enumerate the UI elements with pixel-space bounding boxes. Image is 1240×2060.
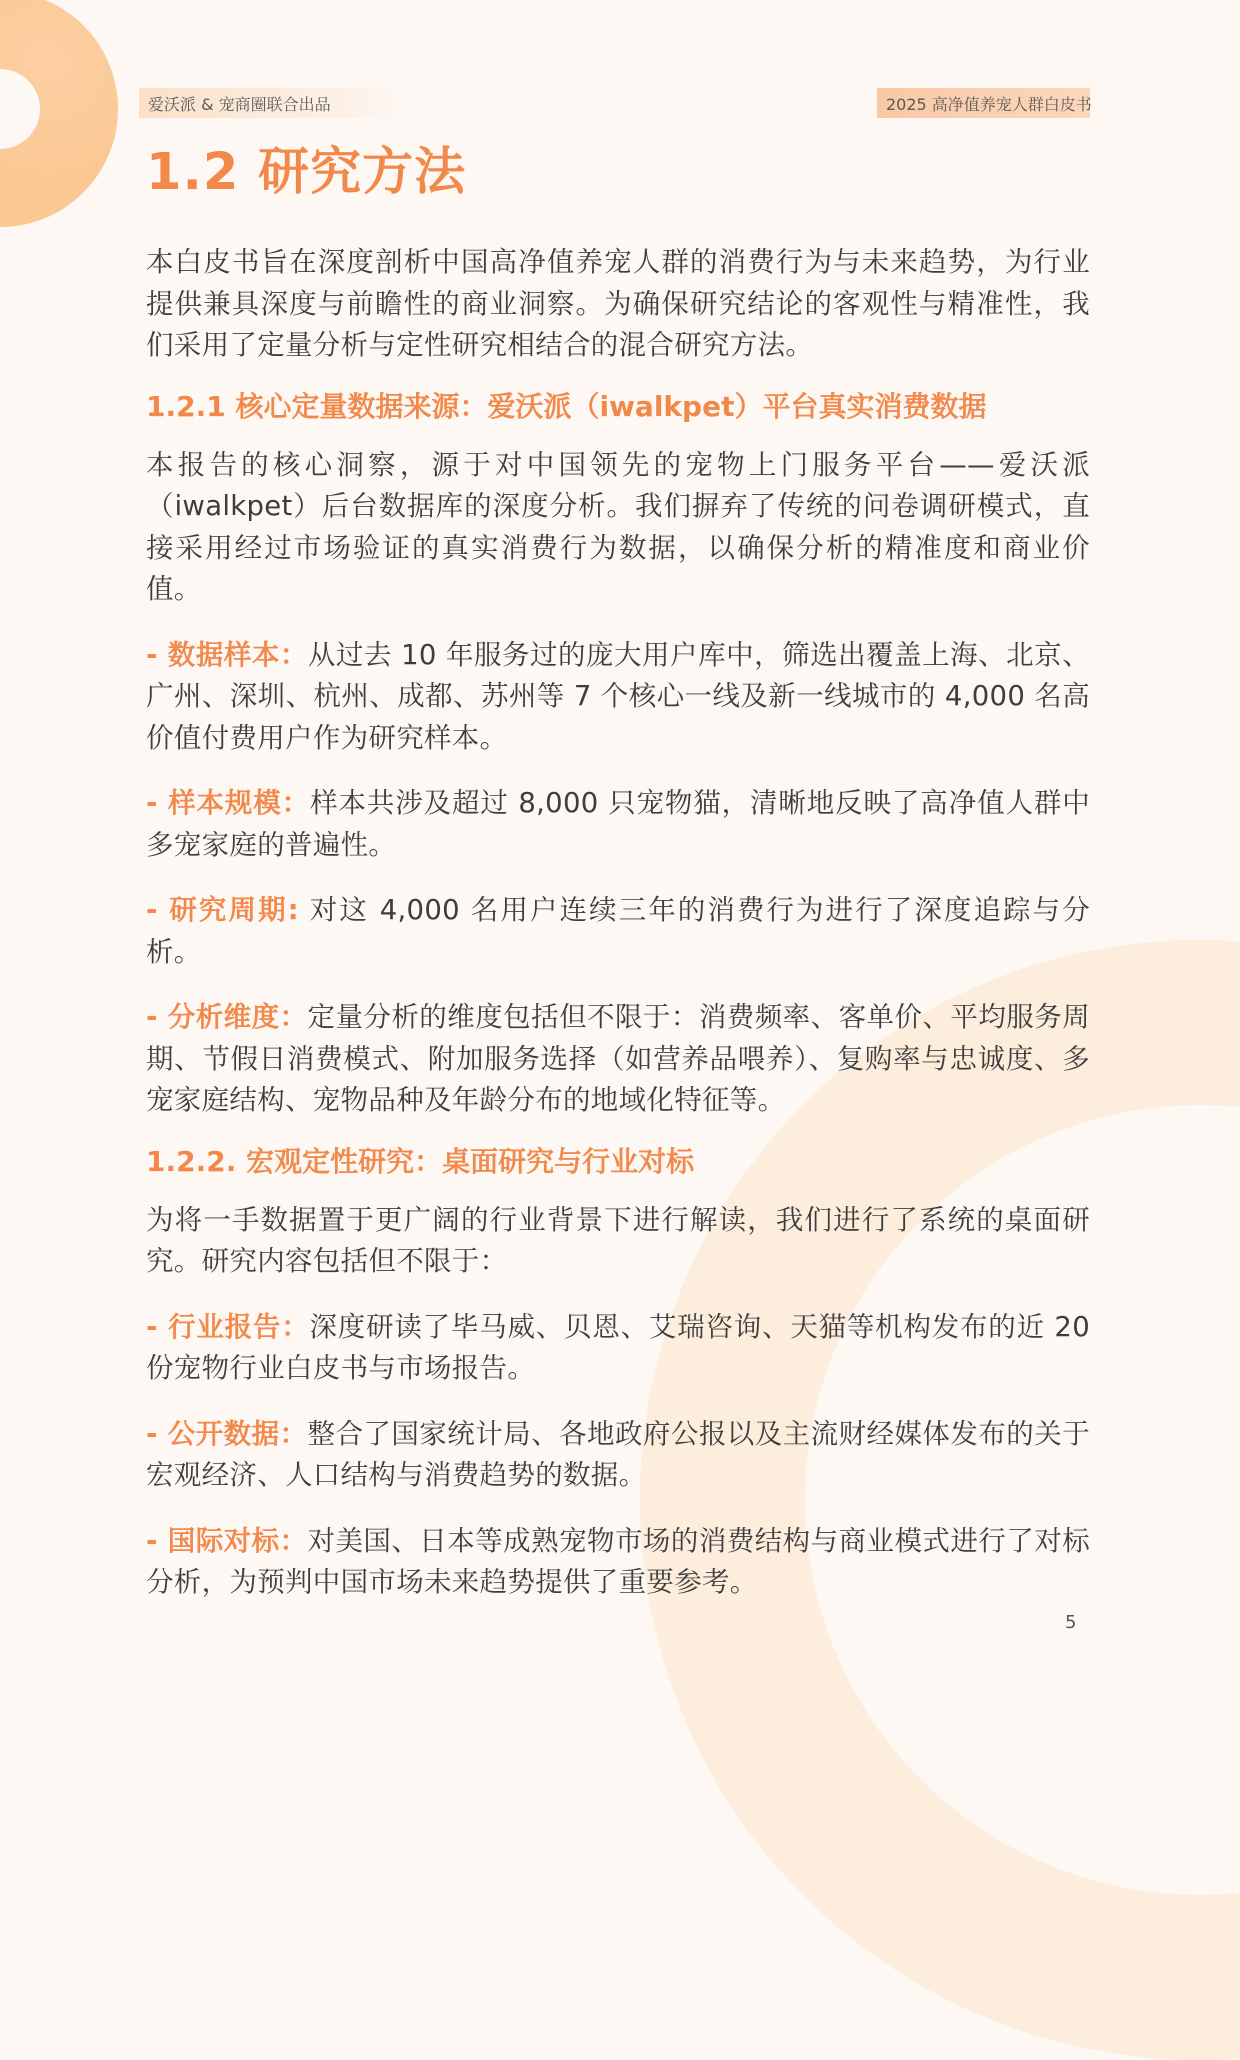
list-item-text: 整合了国家统计局、各地政府公报以及主流财经媒体发布的关于宏观经济、人口结构与消费趋势的数据。 (146, 1417, 1090, 1491)
header-publisher-label (139, 88, 409, 118)
page-number: 5 (1065, 1612, 1077, 1633)
list-item-data-sample (146, 635, 1090, 760)
page-title: 1.2 研究方法 (146, 143, 467, 202)
list-item-lead: - 样本规模： (146, 787, 311, 819)
list-item-lead: - 公开数据： (146, 1417, 308, 1450)
section-heading-qualitative: 1.2.2. 宏观定性研究：桌面研究与行业对标 (146, 1144, 695, 1178)
list-item-public-data (146, 1414, 1090, 1497)
list-item-international-benchmark (146, 1521, 1090, 1604)
section-1-paragraph: 本报告的核心洞察，源于对中国领先的宠物上门服务平台——爱沃派（iwalkpet）后台数据库的深度分析。我们摒弃了传统的问卷调研模式，直接采用经过市场验证的真实消费行为数据，以确保分析的精准度和商业价值。 (146, 448, 1090, 605)
decorative-ring-top-left (0, 0, 118, 227)
list-item-lead: - 国际对标： (146, 1524, 308, 1557)
intro-paragraph: 本白皮书旨在深度剖析中国高净值养宠人群的消费行为与未来趋势，为行业提供兼具深度与前瞻性的商业洞察。为确保研究结论的客观性与精准性，我们采用了定量分析与定性研究相结合的混合研究方法。 (146, 246, 1090, 361)
list-item-sample-size (146, 783, 1090, 866)
list-item-lead: - 行业报告： (146, 1310, 310, 1343)
section-2-paragraph: 为将一手数据置于更广阔的行业背景下进行解读，我们进行了系统的桌面研究。研究内容包括但不限于： (146, 1203, 1090, 1277)
list-item-text: 从过去 10 年服务过的庞大用户库中，筛选出覆盖上海、北京、广州、深圳、杭州、成都、苏州等 7 个核心一线及新一线城市的 4,000 名高价值付费用户作为研究样本。 (146, 638, 1090, 754)
list-item-lead: - 数据样本： (146, 638, 308, 671)
list-item-industry-reports (146, 1307, 1090, 1390)
list-item-text: 样本共涉及超过 8,000 只宠物猫，清晰地反映了高净值人群中多宠家庭的普遍性。 (146, 787, 1090, 861)
list-item-analysis-dimensions (146, 997, 1090, 1122)
section-heading-quantitative: 1.2.1 核心定量数据来源：爱沃派（iwalkpet）平台真实消费数据 (146, 389, 987, 423)
list-item-lead: - 研究周期: (146, 894, 299, 926)
header-report-title-label (877, 88, 1090, 118)
header-publisher-text: 爱沃派 & 宠商圈联合出品 (148, 94, 331, 114)
list-item-text: 对这 4,000 名用户连续三年的消费行为进行了深度追踪与分析。 (146, 894, 1090, 968)
header-report-title-text: 2025 高净值养宠人群白皮书 (886, 94, 1092, 114)
list-item-text: 对美国、日本等成熟宠物市场的消费结构与商业模式进行了对标分析，为预判中国市场未来趋势提供了重要参考。 (146, 1524, 1090, 1598)
page-content (146, 140, 1090, 1604)
list-item-lead: - 分析维度： (146, 1001, 308, 1033)
list-item-text: 深度研读了毕马威、贝恩、艾瑞咨询、天猫等机构发布的近 20 份宠物行业白皮书与市场报告。 (146, 1310, 1090, 1384)
list-item-research-period (146, 890, 1090, 973)
list-item-text: 定量分析的维度包括但不限于：消费频率、客单价、平均服务周期、节假日消费模式、附加服务选择（如营养品喂养）、复购率与忠诚度、多宠家庭结构、宠物品种及年龄分布的地域化特征等。 (146, 1001, 1090, 1116)
